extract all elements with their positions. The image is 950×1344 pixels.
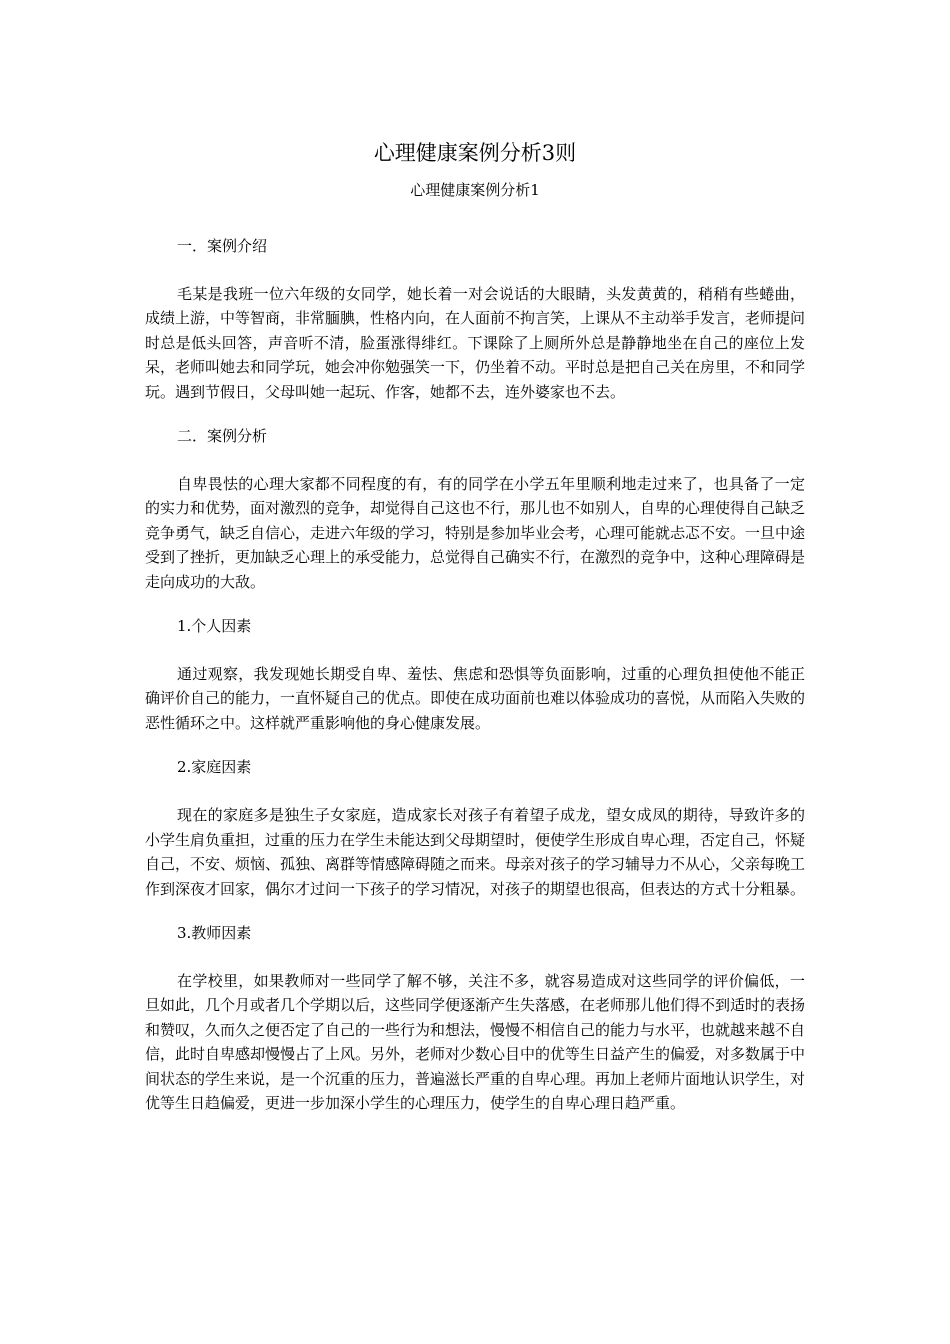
section-heading-intro: 一．案例介绍 <box>177 237 268 255</box>
section-paragraph-teacher: 在学校里，如果教师对一些同学了解不够，关注不多，就容易造成对这些同学的评价偏低，一旦如此，几个月或者几个学期以后，这些同学便逐渐产生失落感，在老师那儿他们得不到适时的表扬和赞叹，久而久之便否定了自己的一些行为和想法，慢慢不相信自己的能力与水平，也就越来越不自信，此时自卑感却慢慢占了上风。另外，老师对少数心目中的优等生日益产生的偏爱，对多数属于中间状态的学生来说，是一个沉重的压力，普遍滋长严重的自卑心理。再加上老师片面地认识学生，对优等生日趋偏爱，更进一步加深小学生的心理压力，使学生的自卑心理日趋严重。 <box>145 971 806 1112</box>
document-page <box>145 128 805 1115</box>
section-heading-teacher: 3.教师因素 <box>177 923 252 942</box>
section-paragraph-family: 现在的家庭多是独生子女家庭，造成家长对孩子有着望子成龙，望女成凤的期待，导致许多的小学生肩负重担，过重的压力在学生未能达到父母期望时，便使学生形成自卑心理，否定自己，怀疑自己，不安、烦恼、孤独、离群等情感障碍随之而来。母亲对孩子的学习辅导力不从心，父亲每晚工作到深夜才回家，偶尔才过问一下孩子的学习情况，对孩子的期望也很高，但表达的方式十分粗暴。 <box>145 806 806 898</box>
document-subtitle: 心理健康案例分析1 <box>410 181 540 199</box>
section-heading-family: 2.家庭因素 <box>177 758 252 777</box>
section-heading-analysis: 二．案例分析 <box>177 427 268 446</box>
section-paragraph-personal: 通过观察，我发现她长期受自卑、羞怯、焦虑和恐惧等负面影响，过重的心理负担使他不能正确评价自己的能力，一直怀疑自己的优点。即使在成功面前也难以体验成功的喜悦，从而陷入失败的恶性循环之中。这样就严重影响他的身心健康发展。 <box>145 665 806 732</box>
section-heading-personal: 1.个人因素 <box>177 617 252 636</box>
document-title: 心理健康案例分析3则 <box>373 141 577 165</box>
section-paragraph-analysis: 自卑畏怯的心理大家都不同程度的有，有的同学在小学五年里顺利地走过来了，也具备了一定的实力和优势，面对激烈的竞争，却觉得自己这也不行，那儿也不如别人，自卑的心理使得自己缺乏竞争勇气，缺乏自信心，走进六年级的学习，特别是参加毕业会考，心理可能就忐忑不安。一旦中途受到了挫折，更加缺乏心理上的承受能力，总觉得自己确实不行，在激烈的竞争中，这种心理障碍是走向成功的大敌。 <box>145 475 806 591</box>
section-paragraph-intro: 毛某是我班一位六年级的女同学，她长着一对会说话的大眼睛，头发黄黄的，稍稍有些蜷曲，成绩上游，中等智商，非常腼腆，性格内向，在人面前不拘言笑，上课从不主动举手发言，老师提问时总是低头回答，声音听不清，脸蛋涨得绯红。下课除了上厕所外总是静静地坐在自己的座位上发呆，老师叫她去和同学玩，她会冲你勉强笑一下，仍坐着不动。平时总是把自己关在房里，不和同学玩。遇到节假日，父母叫她一起玩、作客，她都不去，连外婆家也不去。 <box>145 285 806 401</box>
